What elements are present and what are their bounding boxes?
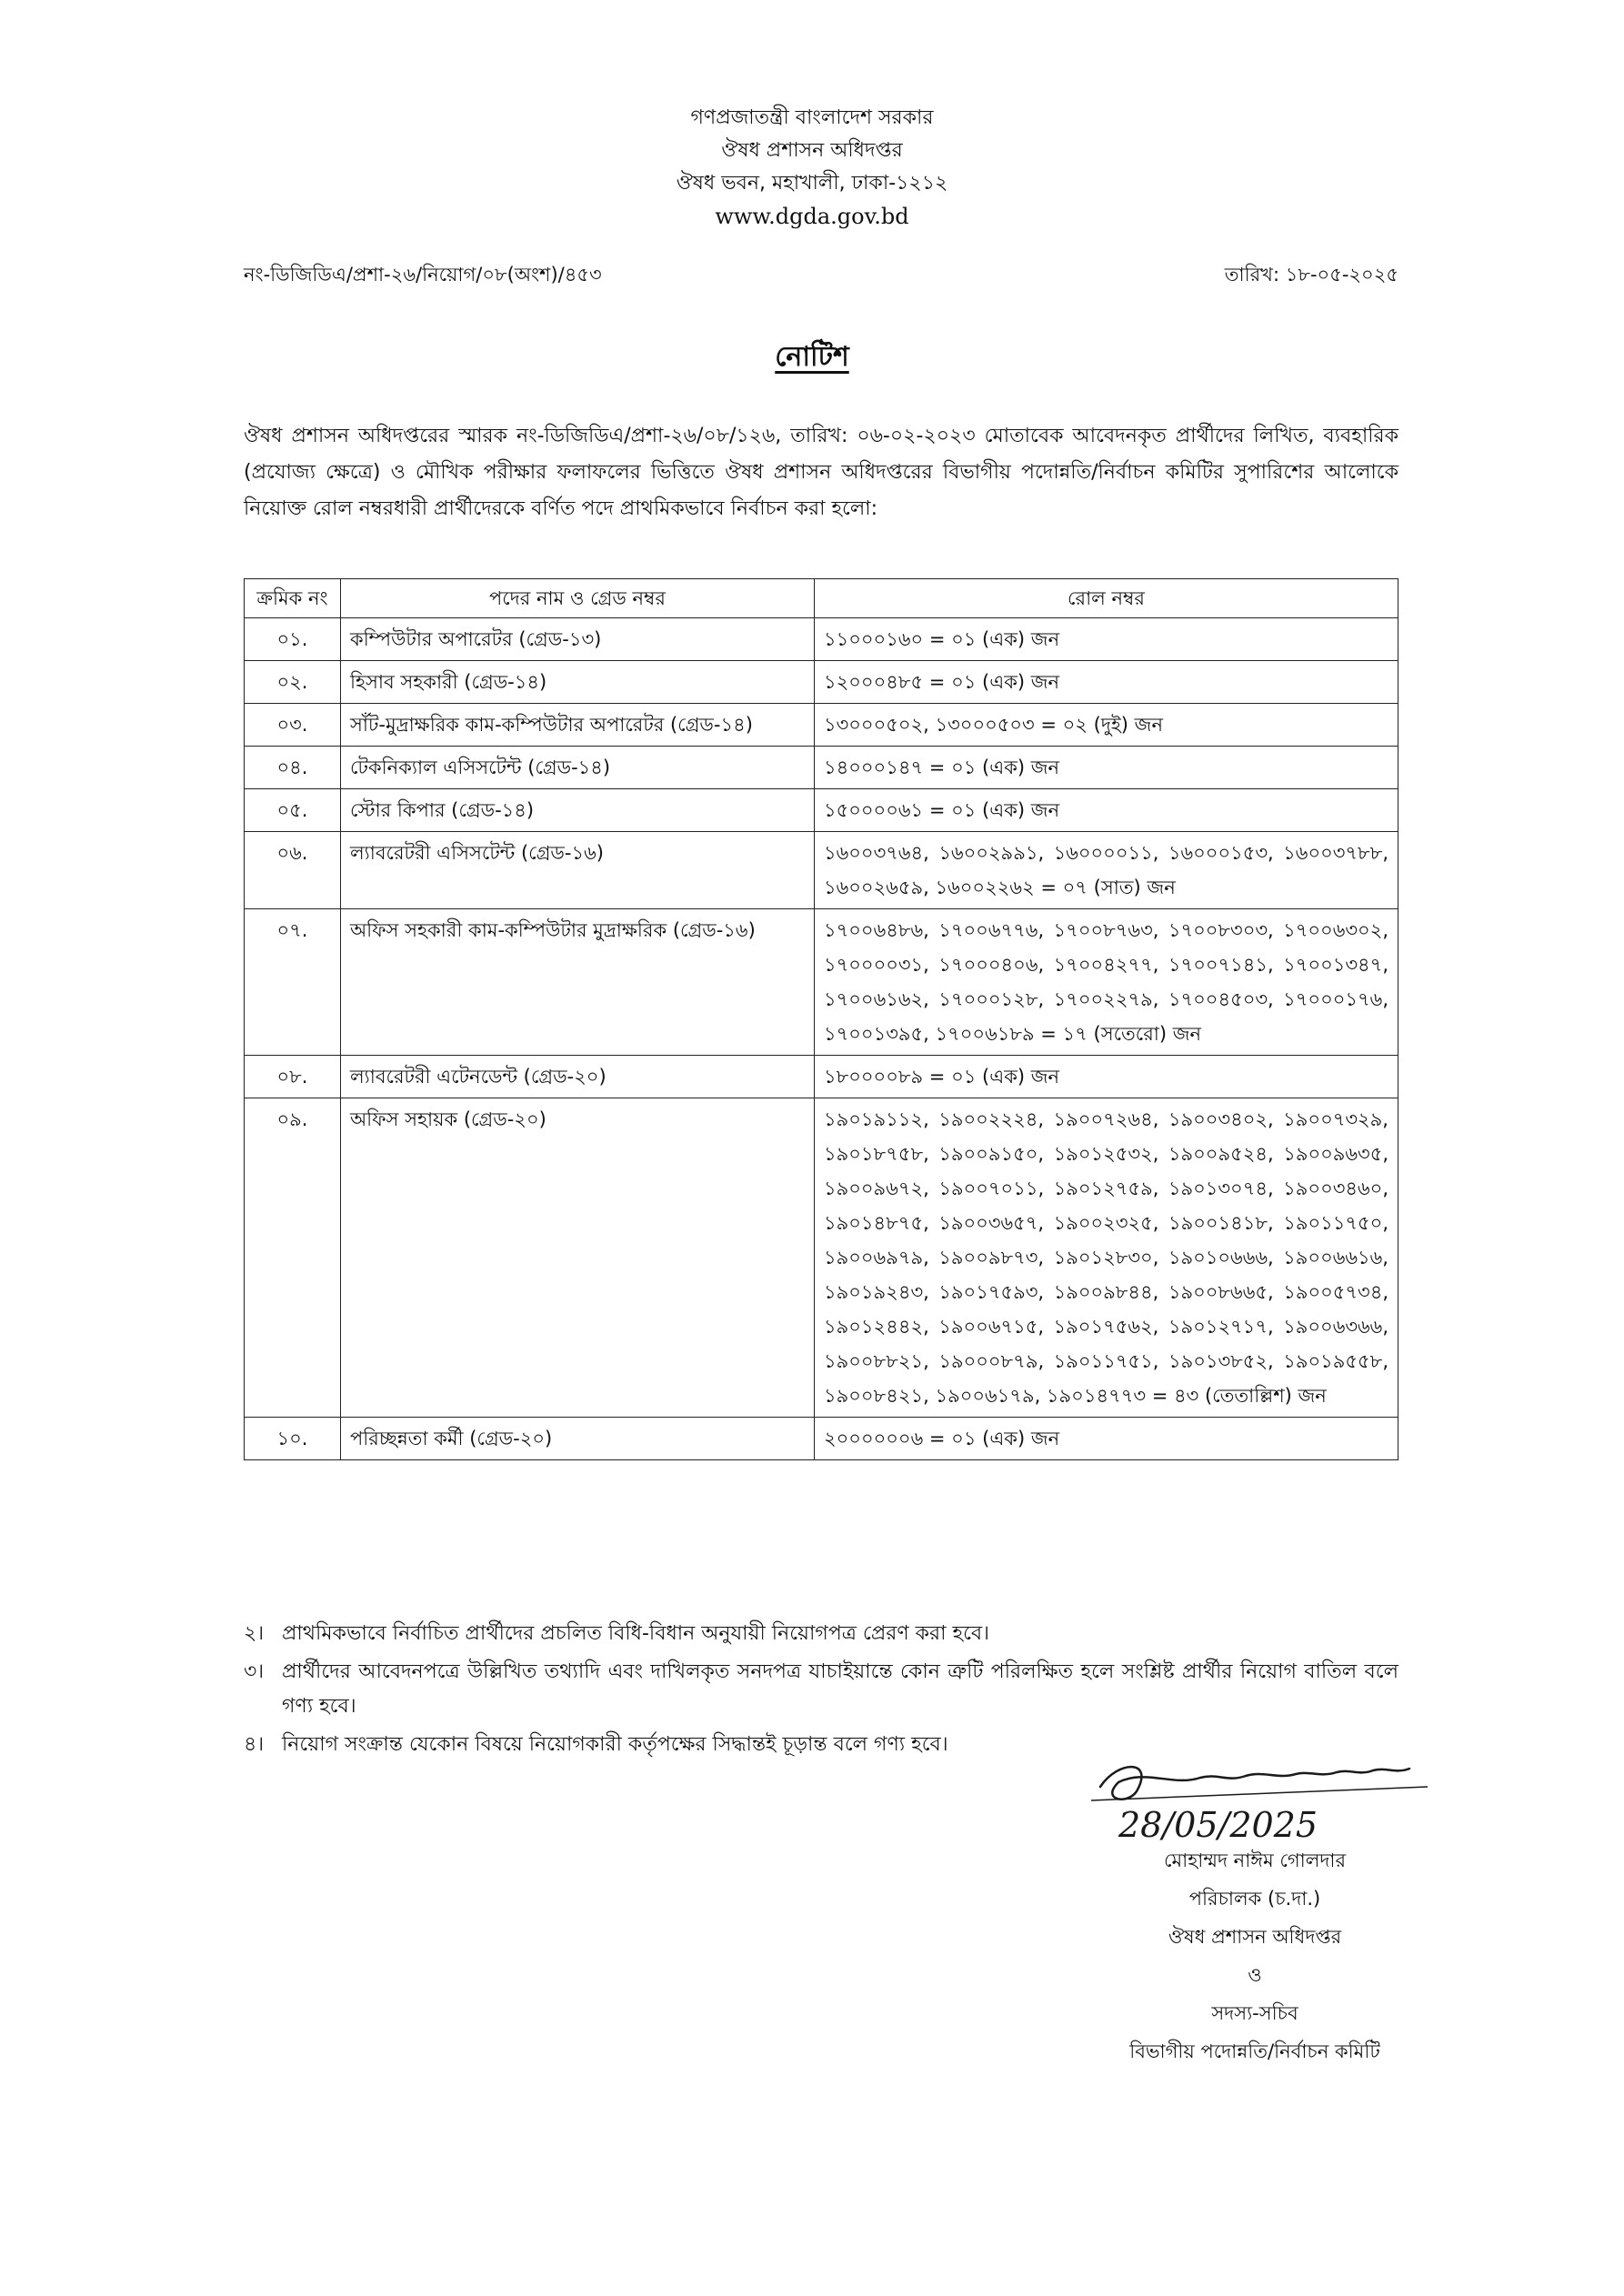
row-roll-numbers: ১৮০০০০৮৯ = ০১ (এক) জন bbox=[815, 1056, 1398, 1098]
table-row bbox=[245, 832, 1398, 909]
row-post: হিসাব সহকারী (গ্রেড-১৪) bbox=[341, 661, 815, 704]
row-post: সাঁট-মুদ্রাক্ষরিক কাম-কম্পিউটার অপারেটর (গ্রেড-১৪) bbox=[341, 704, 815, 747]
table-row bbox=[245, 661, 1398, 704]
row-roll-numbers: ১৭০০৬৪৮৬, ১৭০০৬৭৭৬, ১৭০০৮৭৬৩, ১৭০০৮৩০৩, ১৭০০৬৩০২, ১৭০০০০৩১, ১৭০০০৪০৬, ১৭০০৪২৭৭, ১৭০০৭১৪১, ১৭০০১৩৪৭, ১৭০০৬১৬২, ১৭০০০১২৮, ১৭০০২২৭৯, ১৭০০৪৫০৩, ১৭০০০১৭৬, ১৭০০১৩৯৫, ১৭০০৬১৮৯ = ১৭ (সতেরো) জন bbox=[815, 909, 1398, 1056]
row-serial: ১০. bbox=[245, 1418, 341, 1460]
row-roll-numbers: ১৯০১৯১১২, ১৯০০২২২৪, ১৯০০৭২৬৪, ১৯০০৩৪০২, ১৯০০৭৩২৯, ১৯০১৮৭৫৮, ১৯০০৯১৫০, ১৯০১২৫৩২, ১৯০০৯৫২৪, ১৯০০৯৬৩৫, ১৯০০৯৬৭২, ১৯০০৭০১১, ১৯০১২৭৫৯, ১৯০১৩০৭৪, ১৯০০৩৪৬০, ১৯০১৪৮৭৫, ১৯০০৩৬৫৭, ১৯০০২৩২৫, ১৯০০১৪১৮, ১৯০১১৭৫০, ১৯০০৬৯৭৯, ১৯০০৯৮৭৩, ১৯০১২৮৩০, ১৯০১০৬৬৬, ১৯০০৬৬১৬, ১৯০১৯২৪৩, ১৯০১৭৫৯৩, ১৯০০৯৮৪৪, ১৯০০৮৬৬৫, ১৯০০৫৭৩৪, ১৯০১২৪৪২, ১৯০০৬৭১৫, ১৯০১৭৫৬২, ১৯০১২৭১৭, ১৯০০৬৩৬৬, ১৯০০৮৮২১, ১৯০০০৮৭৯, ১৯০১১৭৫১, ১৯০১৩৮৫২, ১৯০১৯৫৫৮, ১৯০০৮৪২১, ১৯০০৬১৭৯, ১৯০১৪৭৭৩ = ৪৩ (তেতাল্লিশ) জন bbox=[815, 1098, 1398, 1418]
row-post: ল্যাবরেটরী এটেনডেন্ট (গ্রেড-২০) bbox=[341, 1056, 815, 1098]
header-post: পদের নাম ও গ্রেড নম্বর bbox=[341, 579, 815, 618]
signatory-designation: পরিচালক (চ.দা.) bbox=[1188, 1888, 1321, 1910]
signature-date: 28/05/2025 bbox=[1118, 1805, 1318, 1845]
table-row bbox=[245, 1098, 1398, 1418]
table-row bbox=[245, 909, 1398, 1056]
row-serial: ০১. bbox=[245, 618, 341, 661]
row-serial: ০২. bbox=[245, 661, 341, 704]
list-item bbox=[244, 1655, 1398, 1724]
signatory-committee: বিভাগীয় পদোন্নতি/নির্বাচন কমিটি bbox=[1129, 2040, 1380, 2062]
list-item bbox=[244, 1617, 1398, 1651]
table-row bbox=[245, 704, 1398, 747]
header-serial: ক্রমিক নং bbox=[245, 579, 341, 618]
row-serial: ০৮. bbox=[245, 1056, 341, 1098]
row-post: কম্পিউটার অপারেটর (গ্রেড-১৩) bbox=[341, 618, 815, 661]
memo-number: নং-ডিজিডিএ/প্রশা-২৬/নিয়োগ/০৮(অংশ)/৪৫৩ bbox=[244, 264, 602, 286]
intro-paragraph: ঔষধ প্রশাসন অধিদপ্তরের স্মারক নং-ডিজিডিএ/প্রশা-২৬/০৮/১২৬, তারিখ: ০৬-০২-২০২৩ মোতাবেক আবেদনকৃত প্রার্থীদের লিখিত, ব্যবহারিক (প্রযোজ্য ক্ষেত্রে) ও মৌখিক পরীক্ষার ফলাফলের ভিত্তিতে ঔষধ প্রশাসন অধিদপ্তরের বিভাগীয় পদোন্নতি/নির্বাচন কমিটির সুপারিশের আলোকে নিয়োক্ত রোল নম্বরধারী প্রার্থীদেরকে বর্ণিত পদে প্রাথমিকভাবে নির্বাচন করা হলো: bbox=[244, 425, 1398, 520]
row-post: অফিস সহায়ক (গ্রেড-২০) bbox=[341, 1098, 815, 1418]
government-name: গণপ্রজাতন্ত্রী বাংলাদেশ সরকার bbox=[690, 106, 934, 129]
table-header-row bbox=[245, 579, 1398, 618]
row-post: স্টোর কিপার (গ্রেড-১৪) bbox=[341, 789, 815, 832]
row-roll-numbers: ১৬০০৩৭৬৪, ১৬০০২৯৯১, ১৬০০০০১১, ১৬০০০১৫৩, ১৬০০৩৭৮৮, ১৬০০২৬৫৯, ১৬০০২২৬২ = ০৭ (সাত) জন bbox=[815, 832, 1398, 909]
signatory-conjunction: ও bbox=[1248, 1964, 1262, 1986]
notice-title-text: নোটিশ bbox=[775, 341, 849, 373]
signatory-name: মোহাম্মদ নাঈম গোলদার bbox=[1163, 1850, 1347, 1871]
office-address: ঔষধ ভবন, মহাখালী, ঢাকা-১২১২ bbox=[676, 172, 948, 195]
table-row bbox=[245, 789, 1398, 832]
signatory-block bbox=[1000, 1841, 1437, 2070]
table-row bbox=[245, 1418, 1398, 1460]
table-row bbox=[245, 618, 1398, 661]
row-roll-numbers: ১১০০০১৬০ = ০১ (এক) জন bbox=[815, 618, 1398, 661]
point-number: ৪। bbox=[244, 1733, 265, 1756]
row-serial: ০৪. bbox=[245, 747, 341, 789]
point-number: ২। bbox=[244, 1622, 265, 1645]
letterhead bbox=[0, 102, 1624, 233]
row-serial: ০৫. bbox=[245, 789, 341, 832]
notice-points bbox=[244, 1617, 1398, 1766]
row-serial: ০৬. bbox=[245, 832, 341, 909]
row-serial: ০৩. bbox=[245, 704, 341, 747]
row-post: টেকনিক্যাল এসিসটেন্ট (গ্রেড-১৪) bbox=[341, 747, 815, 789]
row-post: ল্যাবরেটরী এসিসটেন্ট (গ্রেড-১৬) bbox=[341, 832, 815, 909]
header-roll: রোল নম্বর bbox=[815, 579, 1398, 618]
website-link[interactable]: www.dgda.gov.bd bbox=[715, 204, 909, 229]
signatory-office: ঔষধ প্রশাসন অধিদপ্তর bbox=[1168, 1926, 1342, 1948]
row-roll-numbers: ২০০০০০০৬ = ০১ (এক) জন bbox=[815, 1418, 1398, 1460]
signatory-role: সদস্য-সচিব bbox=[1211, 2002, 1298, 2024]
row-roll-numbers: ১২০০০৪৮৫ = ০১ (এক) জন bbox=[815, 661, 1398, 704]
notice-title bbox=[0, 335, 1624, 381]
table-row bbox=[245, 1056, 1398, 1098]
row-post: অফিস সহকারী কাম-কম্পিউটার মুদ্রাক্ষরিক (গ্রেড-১৬) bbox=[341, 909, 815, 1056]
point-text: প্রার্থীদের আবেদনপত্রে উল্লিখিত তথ্যাদি এবং দাখিলকৃত সনদপত্র যাচাইয়ান্তে কোন ত্রুটি পরিলক্ষিত হলে সংশ্লিষ্ট প্রার্থীর নিয়োগ বাতিল বলে গণ্য হবে। bbox=[282, 1660, 1398, 1718]
row-post: পরিচ্ছন্নতা কর্মী (গ্রেড-২০) bbox=[341, 1418, 815, 1460]
selected-candidates-table bbox=[244, 578, 1398, 1460]
row-serial: ০৯. bbox=[245, 1098, 341, 1418]
handwritten-signature bbox=[1082, 1750, 1464, 1850]
row-roll-numbers: ১৪০০০১৪৭ = ০১ (এক) জন bbox=[815, 747, 1398, 789]
office-name: ঔষধ প্রশাসন অধিদপ্তর bbox=[721, 139, 903, 162]
reference-line bbox=[244, 260, 1398, 292]
notice-date: তারিখ: ১৮-০৫-২০২৫ bbox=[1224, 264, 1398, 286]
table-row bbox=[245, 747, 1398, 789]
point-text: নিয়োগ সংক্রান্ত যেকোন বিষয়ে নিয়োগকারী কর্তৃপক্ষের সিদ্ধান্তই চূড়ান্ত বলে গণ্য হবে। bbox=[282, 1733, 948, 1756]
row-roll-numbers: ১৩০০০৫০২, ১৩০০০৫০৩ = ০২ (দুই) জন bbox=[815, 704, 1398, 747]
row-roll-numbers: ১৫০০০০৬১ = ০১ (এক) জন bbox=[815, 789, 1398, 832]
row-serial: ০৭. bbox=[245, 909, 341, 1056]
point-text: প্রাথমিকভাবে নির্বাচিত প্রার্থীদের প্রচলিত বিধি-বিধান অনুযায়ী নিয়োগপত্র প্রেরণ করা হবে। bbox=[282, 1622, 990, 1645]
point-number: ৩। bbox=[244, 1660, 265, 1683]
